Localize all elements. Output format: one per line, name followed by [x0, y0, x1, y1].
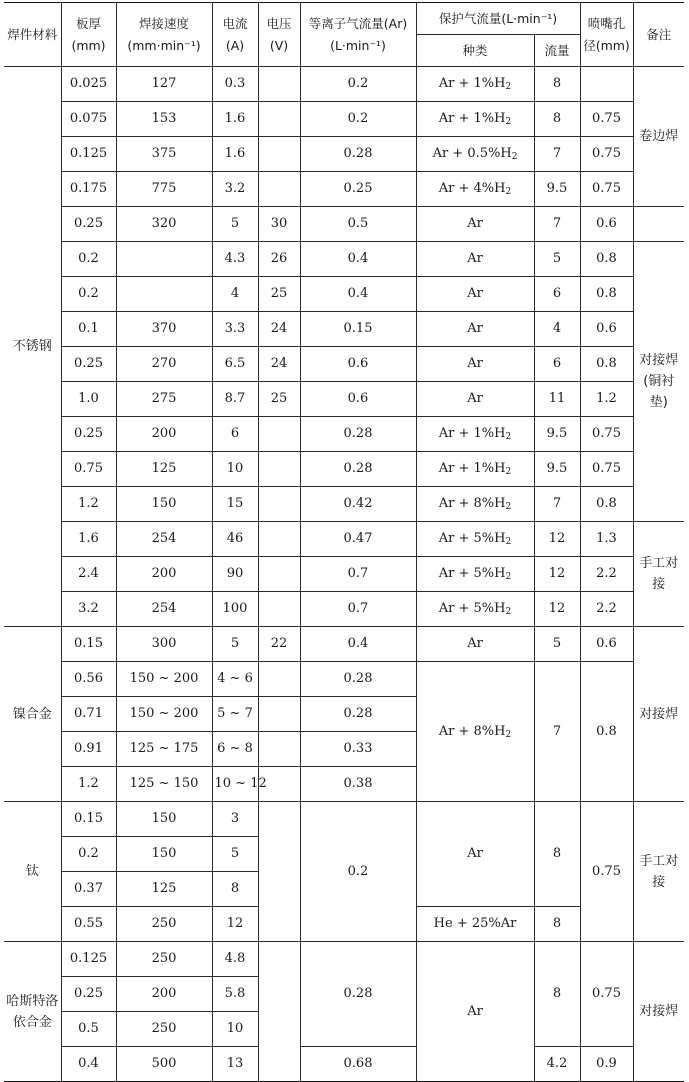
material-nickel: 镍合金 [4, 627, 61, 802]
table-row [4, 382, 684, 417]
cell-gas [416, 137, 534, 172]
cell-voltage: 25 [258, 382, 300, 417]
cell-flow: 9.5 [534, 172, 580, 207]
header-row [4, 3, 684, 35]
cell-gas [416, 522, 534, 557]
cell-speed: 320 [116, 207, 212, 242]
cell-speed: 250 [116, 1012, 212, 1047]
cell-thickness: 0.25 [61, 977, 116, 1012]
cell-thickness: 0.5 [61, 1012, 116, 1047]
welding-parameters-table [4, 2, 684, 1082]
cell-nozzle: 1.2 [580, 382, 633, 417]
material-stainless: 不锈钢 [4, 67, 61, 627]
cell-gas [416, 592, 534, 627]
table-row [4, 242, 684, 277]
cell-nozzle: 2.2 [580, 557, 633, 592]
cell-current: 12 [212, 907, 258, 942]
cell-thickness: 1.6 [61, 522, 116, 557]
cell-speed: 250 [116, 907, 212, 942]
cell-flow: 12 [534, 592, 580, 627]
cell-flow: 6 [534, 347, 580, 382]
cell-voltage [258, 102, 300, 137]
cell-gas [416, 277, 534, 312]
header-thickness-label: 板厚 [75, 15, 101, 31]
cell-thickness: 0.75 [61, 452, 116, 487]
cell-current: 4 ~ 6 [212, 662, 258, 697]
cell-thickness: 0.55 [61, 907, 116, 942]
cell-thickness: 0.075 [61, 102, 116, 137]
cell-voltage: 26 [258, 242, 300, 277]
header-current [212, 3, 258, 67]
cell-gas [416, 67, 534, 102]
cell-plasma: 0.6 [300, 347, 416, 382]
cell-flow: 8 [534, 802, 580, 907]
header-plasma-label: 等离子气流量(Ar) [308, 15, 408, 31]
cell-speed: 375 [116, 137, 212, 172]
cell-thickness: 0.25 [61, 417, 116, 452]
cell-current: 10 ~ 12 [212, 767, 258, 802]
cell-current: 6 [212, 417, 258, 452]
note-butt-hastelloy: 对接焊 [633, 942, 684, 1082]
header-current-label: 电流 [222, 15, 248, 31]
cell-speed: 125 ~ 150 [116, 767, 212, 802]
cell-thickness: 0.71 [61, 697, 116, 732]
cell-plasma: 0.28 [300, 452, 416, 487]
cell-thickness: 0.25 [61, 207, 116, 242]
cell-flow: 12 [534, 557, 580, 592]
header-shield: 保护气流量(L·min⁻¹) [416, 3, 580, 35]
cell-speed [116, 277, 212, 312]
note-butt-copper: 对接焊(铜衬垫) [633, 242, 684, 522]
header-thickness [61, 3, 116, 67]
gas-label: Ar [467, 391, 483, 406]
cell-current: 5 [212, 837, 258, 872]
cell-nozzle: 0.75 [580, 802, 633, 942]
cell-flow: 4.2 [534, 1047, 580, 1082]
gas-label: $Ar + 4\%H_2$ [438, 181, 512, 197]
cell-plasma: 0.25 [300, 172, 416, 207]
cell-current: 100 [212, 592, 258, 627]
cell-plasma: 0.5 [300, 207, 416, 242]
cell-current: 15 [212, 487, 258, 522]
table-row [4, 662, 684, 697]
cell-speed: 200 [116, 977, 212, 1012]
cell-thickness: 0.4 [61, 1047, 116, 1082]
cell-thickness: 0.25 [61, 347, 116, 382]
cell-thickness: 0.2 [61, 277, 116, 312]
cell-speed: 125 [116, 452, 212, 487]
cell-plasma: 0.6 [300, 382, 416, 417]
cell-current: 6 ~ 8 [212, 732, 258, 767]
cell-voltage [258, 662, 300, 697]
gas-label: $Ar + 8\%H_2$ [438, 496, 512, 512]
cell-speed [116, 242, 212, 277]
cell-speed: 150 [116, 802, 212, 837]
cell-current: 8.7 [212, 382, 258, 417]
cell-plasma: 0.28 [300, 697, 416, 732]
cell-nozzle: 0.8 [580, 487, 633, 522]
cell-gas [416, 347, 534, 382]
note-butt-nickel: 对接焊 [633, 627, 684, 802]
cell-current: 8 [212, 872, 258, 907]
cell-flow: 9.5 [534, 452, 580, 487]
cell-thickness: 0.15 [61, 802, 116, 837]
cell-voltage [258, 802, 300, 942]
cell-current: 3.2 [212, 172, 258, 207]
gas-label: Ar [467, 321, 483, 336]
cell-current: 1.6 [212, 102, 258, 137]
cell-thickness: 0.15 [61, 627, 116, 662]
table-row [4, 207, 684, 242]
cell-thickness: 2.4 [61, 557, 116, 592]
header-nozzle: 喷嘴孔径(mm) [580, 3, 633, 67]
gas-label: Ar [467, 216, 483, 231]
cell-nozzle: 0.75 [580, 452, 633, 487]
table-row [4, 522, 684, 557]
cell-current: 3.3 [212, 312, 258, 347]
cell-voltage [258, 67, 300, 102]
cell-plasma: 0.15 [300, 312, 416, 347]
cell-current: 1.6 [212, 137, 258, 172]
cell-current: 4.8 [212, 942, 258, 977]
cell-plasma: 0.4 [300, 242, 416, 277]
gas-label: Ar [467, 286, 483, 301]
cell-flow: 8 [534, 102, 580, 137]
header-speed-label: 焊接速度 [138, 15, 189, 31]
cell-voltage [258, 942, 300, 1082]
cell-nozzle: 0.6 [580, 627, 633, 662]
header-voltage-unit: (V) [269, 37, 289, 53]
table-row [4, 277, 684, 312]
note-empty [633, 207, 684, 242]
cell-thickness: 1.0 [61, 382, 116, 417]
cell-flow: 7 [534, 137, 580, 172]
cell-gas [416, 242, 534, 277]
cell-flow: 5 [534, 627, 580, 662]
cell-plasma: 0.68 [300, 1047, 416, 1082]
cell-plasma: 0.33 [300, 732, 416, 767]
cell-speed: 153 [116, 102, 212, 137]
header-speed [116, 3, 212, 67]
cell-current: 5 [212, 207, 258, 242]
cell-plasma: 0.28 [300, 942, 416, 1047]
table-row [4, 347, 684, 382]
cell-gas [416, 662, 534, 802]
cell-nozzle: 0.75 [580, 102, 633, 137]
cell-nozzle: 1.3 [580, 522, 633, 557]
cell-plasma: 0.28 [300, 137, 416, 172]
gas-label: $Ar + 0.5\%H_2$ [432, 146, 518, 162]
table-row [4, 557, 684, 592]
cell-plasma: 0.38 [300, 767, 416, 802]
cell-voltage [258, 557, 300, 592]
cell-current: 4 [212, 277, 258, 312]
table-row [4, 1047, 684, 1082]
cell-speed: 275 [116, 382, 212, 417]
cell-thickness: 0.2 [61, 242, 116, 277]
cell-gas [416, 907, 534, 942]
cell-gas [416, 312, 534, 347]
cell-plasma: 0.7 [300, 557, 416, 592]
table-row [4, 487, 684, 522]
cell-nozzle: 0.75 [580, 137, 633, 172]
cell-plasma: 0.28 [300, 417, 416, 452]
cell-flow: 8 [534, 907, 580, 942]
cell-flow: 7 [534, 487, 580, 522]
cell-plasma: 0.2 [300, 67, 416, 102]
table-row [4, 67, 684, 102]
cell-gas [416, 452, 534, 487]
cell-gas [416, 487, 534, 522]
cell-nozzle: 2.2 [580, 592, 633, 627]
gas-label: He + 25%Ar [433, 916, 517, 931]
cell-voltage: 30 [258, 207, 300, 242]
header-voltage-label: 电压 [266, 15, 292, 31]
cell-gas [416, 557, 534, 592]
cell-plasma: 0.7 [300, 592, 416, 627]
cell-current: 10 [212, 1012, 258, 1047]
cell-thickness: 0.125 [61, 942, 116, 977]
cell-flow: 11 [534, 382, 580, 417]
table-row [4, 417, 684, 452]
cell-speed: 254 [116, 522, 212, 557]
cell-voltage [258, 417, 300, 452]
cell-thickness: 0.025 [61, 67, 116, 102]
cell-flow: 8 [534, 67, 580, 102]
cell-voltage [258, 732, 300, 767]
header-current-unit: (A) [225, 37, 245, 53]
cell-nozzle: 0.8 [580, 242, 633, 277]
cell-plasma: 0.4 [300, 277, 416, 312]
cell-flow: 7 [534, 207, 580, 242]
cell-thickness: 0.2 [61, 837, 116, 872]
cell-nozzle: 0.75 [580, 172, 633, 207]
cell-voltage [258, 697, 300, 732]
cell-voltage [258, 452, 300, 487]
cell-thickness: 1.2 [61, 767, 116, 802]
gas-label: $Ar + 5\%H_2$ [438, 531, 512, 547]
cell-flow: 5 [534, 242, 580, 277]
cell-voltage [258, 522, 300, 557]
cell-thickness: 0.37 [61, 872, 116, 907]
cell-flow: 8 [534, 942, 580, 1047]
cell-flow: 7 [534, 662, 580, 802]
note-manual-butt-titanium: 手工对接 [633, 802, 684, 942]
cell-nozzle: 0.75 [580, 417, 633, 452]
cell-voltage [258, 592, 300, 627]
cell-nozzle: 0.8 [580, 662, 633, 802]
cell-speed: 775 [116, 172, 212, 207]
gas-label: $Ar + 1\%H_2$ [438, 426, 512, 442]
header-voltage [258, 3, 300, 67]
note-flange: 卷边焊 [633, 67, 684, 207]
cell-speed: 200 [116, 557, 212, 592]
cell-plasma: 0.28 [300, 662, 416, 697]
cell-speed: 254 [116, 592, 212, 627]
cell-voltage [258, 172, 300, 207]
cell-voltage: 24 [258, 312, 300, 347]
cell-current: 5.8 [212, 977, 258, 1012]
cell-plasma: 0.2 [300, 802, 416, 942]
cell-plasma: 0.2 [300, 102, 416, 137]
table-row [4, 102, 684, 137]
cell-plasma: 0.47 [300, 522, 416, 557]
gas-label: $Ar + 1\%H_2$ [438, 111, 512, 127]
cell-flow: 6 [534, 277, 580, 312]
cell-voltage: 24 [258, 347, 300, 382]
table-row [4, 802, 684, 837]
cell-speed: 150 ~ 200 [116, 697, 212, 732]
cell-current: 13 [212, 1047, 258, 1082]
cell-current: 5 [212, 627, 258, 662]
cell-thickness: 0.56 [61, 662, 116, 697]
table-row [4, 627, 684, 662]
gas-label: Ar [467, 846, 483, 861]
header-speed-unit: (mm·min⁻¹) [127, 37, 201, 53]
cell-nozzle: 0.9 [580, 1047, 633, 1082]
cell-current: 46 [212, 522, 258, 557]
cell-flow: 9.5 [534, 417, 580, 452]
gas-label: Ar [467, 251, 483, 266]
cell-speed: 270 [116, 347, 212, 382]
cell-gas [416, 417, 534, 452]
cell-current: 10 [212, 452, 258, 487]
cell-nozzle: 0.8 [580, 277, 633, 312]
cell-voltage [258, 137, 300, 172]
gas-label: Ar [467, 1003, 483, 1019]
cell-nozzle: 0.6 [580, 207, 633, 242]
cell-speed: 150 [116, 837, 212, 872]
cell-plasma: 0.4 [300, 627, 416, 662]
cell-nozzle [580, 67, 633, 102]
cell-speed: 125 [116, 872, 212, 907]
gas-label: $Ar + 1\%H_2$ [438, 76, 512, 92]
table-container [4, 2, 684, 1082]
cell-plasma: 0.42 [300, 487, 416, 522]
cell-thickness: 3.2 [61, 592, 116, 627]
cell-speed: 150 [116, 487, 212, 522]
header-note: 备注 [633, 3, 684, 67]
cell-thickness: 0.125 [61, 137, 116, 172]
gas-label: Ar [467, 636, 483, 651]
table-row [4, 312, 684, 347]
material-hastelloy: 哈斯特洛依合金 [4, 942, 61, 1082]
cell-speed: 250 [116, 942, 212, 977]
cell-thickness: 0.1 [61, 312, 116, 347]
cell-voltage: 22 [258, 627, 300, 662]
cell-gas [416, 942, 534, 1082]
table-row [4, 942, 684, 977]
cell-speed: 125 ~ 175 [116, 732, 212, 767]
note-manual-butt: 手工对接 [633, 522, 684, 627]
cell-thickness: 0.91 [61, 732, 116, 767]
gas-label: $Ar + 5\%H_2$ [438, 566, 512, 582]
cell-current: 4.3 [212, 242, 258, 277]
header-plasma [300, 3, 416, 67]
cell-gas [416, 627, 534, 662]
header-shield-flow: 流量 [534, 35, 580, 67]
gas-label: $Ar + 5\%H_2$ [438, 601, 512, 617]
table-row [4, 452, 684, 487]
header-shield-type: 种类 [416, 35, 534, 67]
gas-label: Ar [467, 356, 483, 371]
cell-flow: 12 [534, 522, 580, 557]
cell-nozzle: 0.75 [580, 942, 633, 1047]
cell-current: 90 [212, 557, 258, 592]
header-plasma-unit: (L·min⁻¹) [330, 37, 386, 53]
cell-gas [416, 102, 534, 137]
cell-gas [416, 382, 534, 417]
cell-thickness: 1.2 [61, 487, 116, 522]
cell-voltage: 25 [258, 277, 300, 312]
header-material: 焊件材料 [4, 3, 61, 67]
gas-label: $Ar + 1\%H_2$ [438, 461, 512, 477]
cell-current: 6.5 [212, 347, 258, 382]
cell-gas [416, 207, 534, 242]
cell-speed: 200 [116, 417, 212, 452]
cell-gas [416, 172, 534, 207]
cell-speed: 150 ~ 200 [116, 662, 212, 697]
cell-nozzle: 0.6 [580, 312, 633, 347]
cell-current: 5 ~ 7 [212, 697, 258, 732]
gas-label: $Ar + 8\%H_2$ [438, 723, 512, 740]
cell-gas [416, 802, 534, 907]
cell-voltage [258, 487, 300, 522]
header-thickness-unit: (mm) [71, 37, 106, 53]
cell-speed: 500 [116, 1047, 212, 1082]
cell-current: 0.3 [212, 67, 258, 102]
cell-thickness: 0.175 [61, 172, 116, 207]
table-row [4, 137, 684, 172]
cell-speed: 127 [116, 67, 212, 102]
cell-speed: 370 [116, 312, 212, 347]
table-row [4, 172, 684, 207]
cell-speed: 300 [116, 627, 212, 662]
cell-flow: 4 [534, 312, 580, 347]
material-titanium: 钛 [4, 802, 61, 942]
cell-current: 3 [212, 802, 258, 837]
table-row [4, 592, 684, 627]
cell-nozzle: 0.8 [580, 347, 633, 382]
